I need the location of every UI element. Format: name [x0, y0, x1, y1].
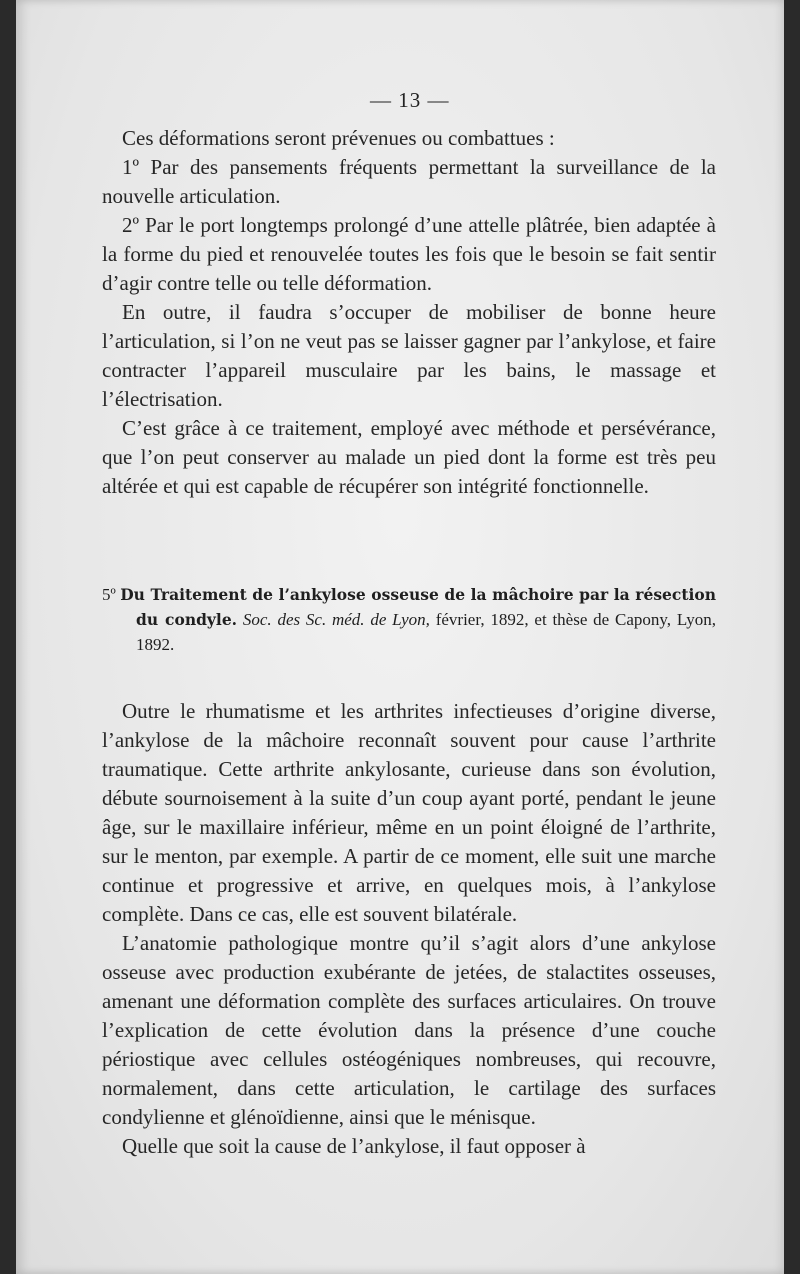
- heading-citation: février, 1892, et thèse de Capony, Lyon, 1892.: [136, 610, 717, 654]
- paragraph: 1º Par des pansements fréquents permettant la surveillance de la nouvelle articulation.: [102, 155, 716, 208]
- page-number: — 13 —: [370, 88, 450, 112]
- paragraph: 2º Par le port longtemps prolongé d’une attelle plâtrée, bien adaptée à la forme du pied et renouvelée toutes les fois que le besoin se fait sentir d’agir contre telle ou telle déformation.: [102, 213, 716, 295]
- heading-title: Du Traitement de l’ankylose osseuse de la mâchoire par la résection du condyle.: [120, 585, 717, 629]
- text-block-treatment: [102, 124, 716, 501]
- paragraph: Ces déformations seront prévenues ou combattues :: [122, 126, 555, 150]
- paragraph: En outre, il faudra s’occuper de mobiliser de bonne heure l’articulation, si l’on ne veut pas se laisser gagner par l’ankylose, et faire contracter l’appareil musculaire par les bains, le massage et l’électrisation.: [102, 300, 716, 411]
- heading-society: Soc. des Sc. méd. de Lyon,: [242, 610, 430, 629]
- paragraph: Outre le rhumatisme et les arthrites infectieuses d’origine diverse, l’ankylose de la mâchoire reconnaît souvent pour cause l’arthrite traumatique. Cette arthrite ankylosante, curieuse dans son évolution, débute sournoisement à la suite d’un coup ayant porté, pendant le jeune âge, sur le maxillaire inférieur, même en un point éloigné de l’arthrite, sur le menton, par exemple. A partir de ce moment, elle suit une marche continue et progressive et arrive, en quelques mois, à l’ankylose complète. Dans ce cas, elle est souvent bilatérale.: [102, 699, 716, 926]
- heading-number: 5º: [102, 585, 116, 604]
- paragraph: C’est grâce à ce traitement, employé avec méthode et persévérance, que l’on peut conserver au malade un pied dont la forme est très peu altérée et qui est capable de récupérer son intégrité fonctionnelle.: [102, 416, 716, 498]
- text-block-ankylosis: [102, 697, 716, 1161]
- paragraph: Quelle que soit la cause de l’ankylose, il faut opposer à: [122, 1134, 586, 1158]
- section-heading: [102, 582, 716, 657]
- scanned-page: [16, 0, 784, 1274]
- paragraph: L’anatomie pathologique montre qu’il s’agit alors d’une ankylose osseuse avec production exubérante de jetées, de stalactites osseuses, amenant une déformation complète des surfaces articulaires. On trouve l’explication de cette évolution dans la présence d’une couche périostique avec cellules ostéogéniques nombreuses, qui recouvre, normalement, dans cette articulation, le cartilage des surfaces condylienne et glénoïdienne, ainsi que le ménisque.: [102, 931, 716, 1129]
